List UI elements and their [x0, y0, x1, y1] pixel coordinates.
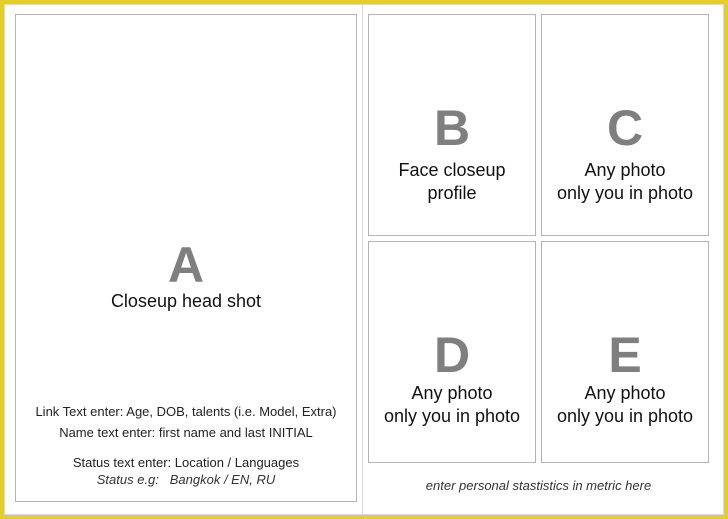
panel-a-link-text: Link Text enter: Age, DOB, talents (i.e. Model, Extra) [35, 404, 337, 419]
photo-panel-b [368, 14, 536, 236]
panel-c-caption-line2: only you in photo [556, 183, 694, 203]
photo-panel-a [15, 14, 357, 502]
panel-a-status-text: Status text enter: Location / Languages [72, 455, 300, 470]
photo-panel-d [368, 241, 536, 463]
panel-e-caption [542, 382, 708, 428]
panel-e-caption-line1: Any photo [584, 383, 666, 403]
panel-d-caption-line2: only you in photo [383, 406, 521, 426]
photo-panel-c [541, 14, 709, 236]
panel-c-caption-line1: Any photo [584, 160, 666, 180]
panel-d-caption-line1: Any photo [411, 383, 493, 403]
statistics-note: enter personal stastistics in metric here [425, 478, 652, 493]
panel-c-caption [542, 159, 708, 205]
panel-e-letter: E [608, 327, 642, 383]
panel-b-caption-line1: Face closeup [398, 160, 506, 180]
photo-panel-e [541, 241, 709, 463]
panel-d-letter: D [433, 327, 471, 383]
panel-b-caption-line2: profile [427, 183, 477, 203]
panel-a-caption [16, 290, 356, 313]
column-divider [362, 4, 363, 515]
panel-b-caption [369, 159, 535, 205]
panel-a-letter: A [167, 237, 205, 293]
panel-b-letter: B [433, 100, 471, 156]
panel-a-name-text: Name text enter: first name and last INITIAL [59, 425, 313, 440]
panel-e-caption-line2: only you in photo [556, 406, 694, 426]
panel-c-letter: C [606, 100, 644, 156]
panel-d-caption [369, 382, 535, 428]
panel-a-caption-text: Closeup head shot [110, 291, 262, 311]
panel-a-status-example: Status e.g: Bangkok / EN, RU [96, 472, 276, 487]
